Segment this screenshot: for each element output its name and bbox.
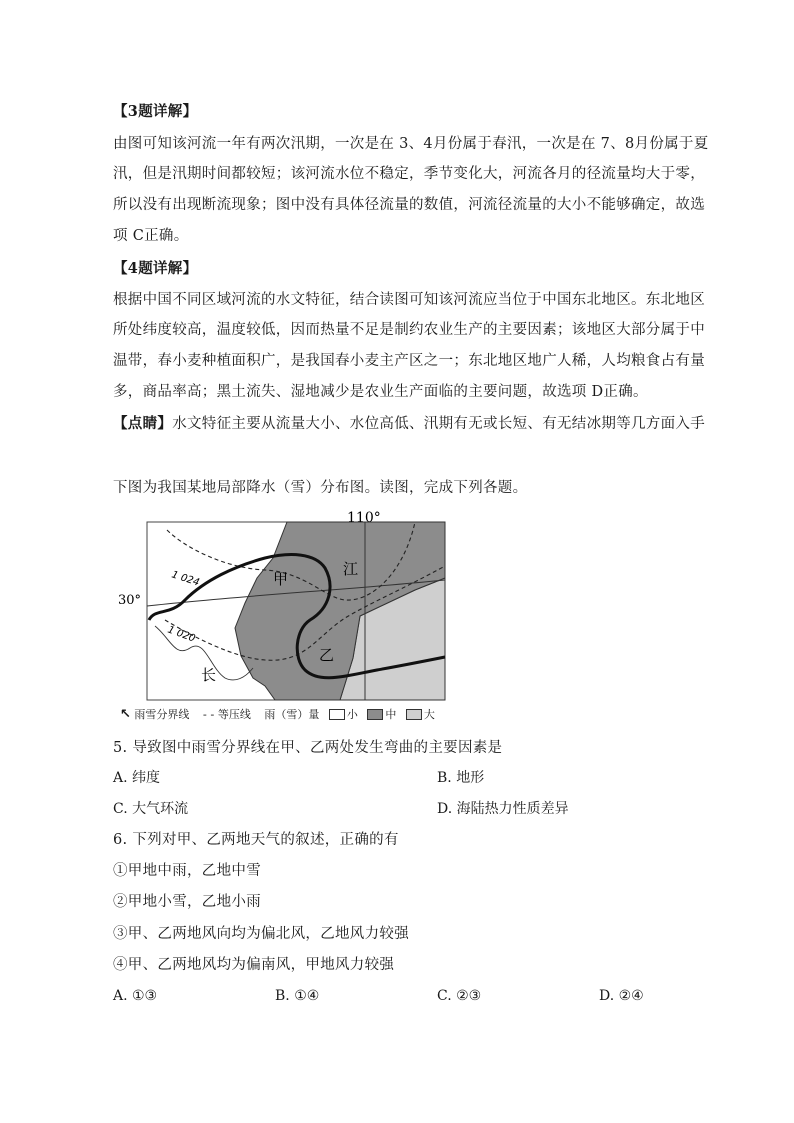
isobar-label-1020: 1 020 xyxy=(165,624,197,645)
legend-rain-snow-line: 雨雪分界线 xyxy=(134,708,190,721)
legend-large: 大 xyxy=(423,708,435,721)
swatch-medium xyxy=(367,709,383,720)
question-5-option-b[interactable]: B. 地形 xyxy=(437,770,485,786)
longitude-label: 110° xyxy=(347,510,381,526)
tip-paragraph xyxy=(113,414,705,434)
paragraph-line: 由图可知该河流一年有两次汛期，一次是在 3、4月份属于春汛，一次是在 7、8月份属于夏 xyxy=(113,136,709,152)
question-6-statement: ②甲地小雪，乙地小雨 xyxy=(113,894,261,910)
paragraph-line: 多，商品率高；黑土流失、湿地减少是农业生产面临的主要问题，故选项 D正确。 xyxy=(113,384,648,400)
swatch-small xyxy=(329,709,345,720)
legend-precip: 雨（雪）量 xyxy=(264,708,320,721)
tip-text: 水文特征主要从流量大小、水位高低、汛期有无或长短、有无结冰期等几方面入手 xyxy=(172,416,705,432)
question-6-option-d[interactable]: D. ②④ xyxy=(599,988,644,1004)
latitude-label: 30° xyxy=(118,593,142,608)
paragraph-line: 所处纬度较高，温度较低，因而热量不足是制约农业生产的主要因素；该地区大部分属于中 xyxy=(113,322,705,338)
paragraph-line: 所以没有出现断流现象；图中没有具体径流量的数值，河流径流量的大小不能够确定，故选 xyxy=(113,197,705,213)
question-5-option-c[interactable]: C. 大气环流 xyxy=(113,801,189,817)
legend-small: 小 xyxy=(346,708,358,721)
precipitation-map xyxy=(115,508,485,728)
question-6-option-c[interactable]: C. ②③ xyxy=(437,988,482,1004)
tip-label: 【点睛】 xyxy=(113,415,173,432)
legend-medium: 中 xyxy=(385,708,397,721)
paragraph-line: 根据中国不同区域河流的水文特征，结合读图可知该河流应当位于中国东北地区。东北地区 xyxy=(113,292,705,308)
question-intro: 下图为我国某地局部降水（雪）分布图。读图，完成下列各题。 xyxy=(113,480,528,496)
isobar-label-1024: 1 024 xyxy=(170,569,201,589)
question-6-option-a[interactable]: A. ①③ xyxy=(113,988,158,1004)
boundary-line-symbol: ↖ xyxy=(120,706,131,722)
section-4-heading: 【4题详解】 xyxy=(113,260,198,277)
river-label-jiang: 江 xyxy=(343,560,359,578)
question-5-option-d[interactable]: D. 海陆热力性质差异 xyxy=(437,801,569,817)
question-6-statement: ③甲、乙两地风向均为偏北风，乙地风力较强 xyxy=(113,926,409,942)
paragraph-line: 项 C正确。 xyxy=(113,228,189,244)
place-label-yi: 乙 xyxy=(319,646,335,664)
swatch-large xyxy=(406,709,422,720)
paragraph-line: 温带，春小麦种植面积广，是我国春小麦主产区之一；东北地区地广人稀，人均粮食占有量 xyxy=(113,353,705,369)
river-label-chang: 长 xyxy=(201,666,217,684)
legend-isobar: 等压线 xyxy=(217,708,251,721)
question-6-option-b[interactable]: B. ①④ xyxy=(275,988,320,1004)
section-3-heading: 【3题详解】 xyxy=(113,103,198,120)
map-legend xyxy=(120,706,435,722)
question-6-stem: 6. 下列对甲、乙两地天气的叙述，正确的有 xyxy=(113,832,399,848)
paragraph-line: 汛，但是汛期时间都较短；该河流水位不稳定，季节变化大，河流各月的径流量均大于零， xyxy=(113,166,705,182)
question-5-option-a[interactable]: A. 纬度 xyxy=(113,770,161,786)
isobar-symbol: ‐ ‐ xyxy=(202,707,215,721)
place-label-jia: 甲 xyxy=(273,570,289,588)
question-5-stem: 5. 导致图中雨雪分界线在甲、乙两处发生弯曲的主要因素是 xyxy=(113,740,503,756)
question-6-statement: ①甲地中雨，乙地中雪 xyxy=(113,863,261,879)
question-6-statement: ④甲、乙两地风均为偏南风，甲地风力较强 xyxy=(113,957,395,973)
